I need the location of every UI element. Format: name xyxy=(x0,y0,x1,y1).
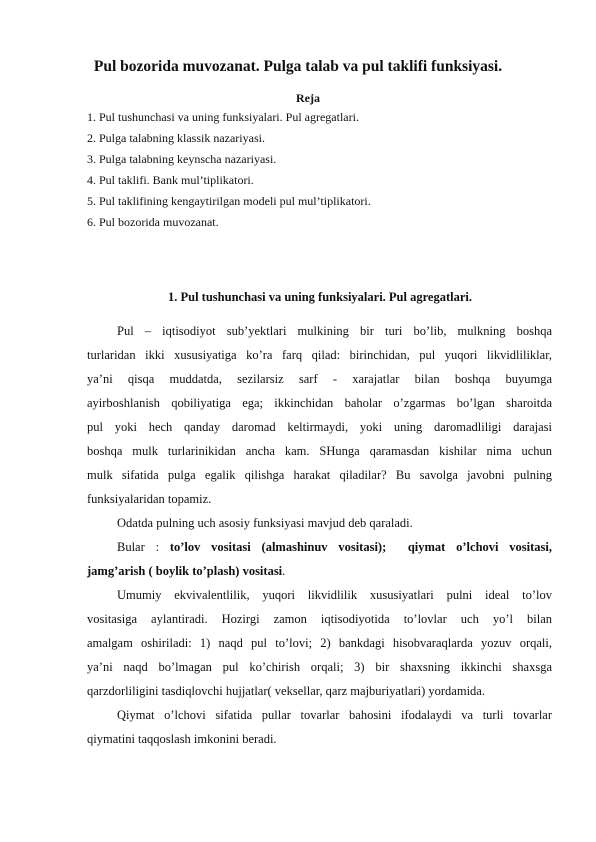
body-line: boshqa mulk turlarinikidan ancha kam. SHunga qaramasdan kishilar nima uchun xyxy=(87,444,552,458)
body-line: funksiyalaridan topamiz. xyxy=(87,492,212,506)
toc-item: 2. Pulga talabning klassik nazariyasi. xyxy=(87,131,265,145)
toc-item: 6. Pul bozorida muvozanat. xyxy=(87,215,219,229)
body-line: mulk sifatida pulga egalik qilishga harakat qiladilar? Bu savolga javobni pulning xyxy=(87,468,552,482)
functions-prefix: Bular : xyxy=(117,540,170,554)
toc-item: 1. Pul tushunchasi va uning funksiyalari. Pul agregatlari. xyxy=(87,110,359,124)
body-line: vositasiga aylantiradi. Hozirgi zamon iqtisodiyotida to’lovlar uch yo’l bilan xyxy=(87,612,552,626)
body-line: Umumiy ekvivalentlilik, yuqori likvidlilik xususiyatlari pulni ideal to’lov xyxy=(117,588,552,602)
functions-line-2 xyxy=(87,564,552,579)
body-line: Qiymat o’lchovi sifatida pullar tovarlar bahosini ifodalaydi va turli tovarlar xyxy=(117,708,552,722)
body-line: ayirboshlanish qobiliyatiga ega; ikkinchidan baholar o’zgarmas bo’lgan sharoitda xyxy=(87,396,552,410)
functions-end: . xyxy=(282,564,286,578)
body-line: ya’ni naqd bo’lmagan pul ko’chirish orqali; 3) bir shaxsning ikkinchi shaxsga xyxy=(87,660,552,674)
function-saving: jamg’arish ( boylik to’plash) vositasi xyxy=(87,564,283,578)
toc-item: 3. Pulga talabning keynscha nazariyasi. xyxy=(87,152,277,166)
function-measure: qiymat o’lchovi vositasi, xyxy=(407,540,552,554)
section-heading: 1. Pul tushunchasi va uning funksiyalari. Pul agregatlari. xyxy=(168,290,472,304)
toc-item: 5. Pul taklifining kengaytirilgan modeli pul mul’tiplikatori. xyxy=(87,194,371,208)
body-line: Odatda pulning uch asosiy funksiyasi mavjud deb qaraladi. xyxy=(117,516,413,530)
body-line: ya’ni qisqa muddatda, sezilarsiz sarf - xarajatlar bilan boshqa buyumga xyxy=(87,372,552,386)
body-line: Pul – iqtisodiyot sub’yektlari mulkining bir turi bo’lib, mulkning boshqa xyxy=(117,324,552,338)
body-line: qarzdorliligini tasdiqlovchi hujjatlar( veksellar, qarz majburiyatlari) yordamida. xyxy=(87,684,485,698)
body-line: qiymatini taqqoslash imkonini beradi. xyxy=(87,732,277,746)
body-line: pul yoki hech qanday daromad keltirmaydi, yoki uning daromadliligi darajasi xyxy=(87,420,552,434)
function-payment: to’lov vositasi (almashinuv vositasi); xyxy=(169,540,387,554)
plan-heading: Reja xyxy=(296,91,320,105)
page-title: Pul bozorida muvozanat. Pulga talab va pul taklifi funksiyasi. xyxy=(93,58,503,75)
body-line: amalgam oshiriladi: 1) naqd pul to’lovi; 2) bankdagi hisobvaraqlarda yozuv orqali, xyxy=(87,636,552,650)
toc-item: 4. Pul taklifi. Bank mul’tiplikatori. xyxy=(87,173,254,187)
functions-line xyxy=(117,540,552,555)
body-line: turlaridan ikki xususiyatiga ko’ra farq qilad: birinchidan, pul yuqori likvidliliklar, xyxy=(87,348,552,362)
